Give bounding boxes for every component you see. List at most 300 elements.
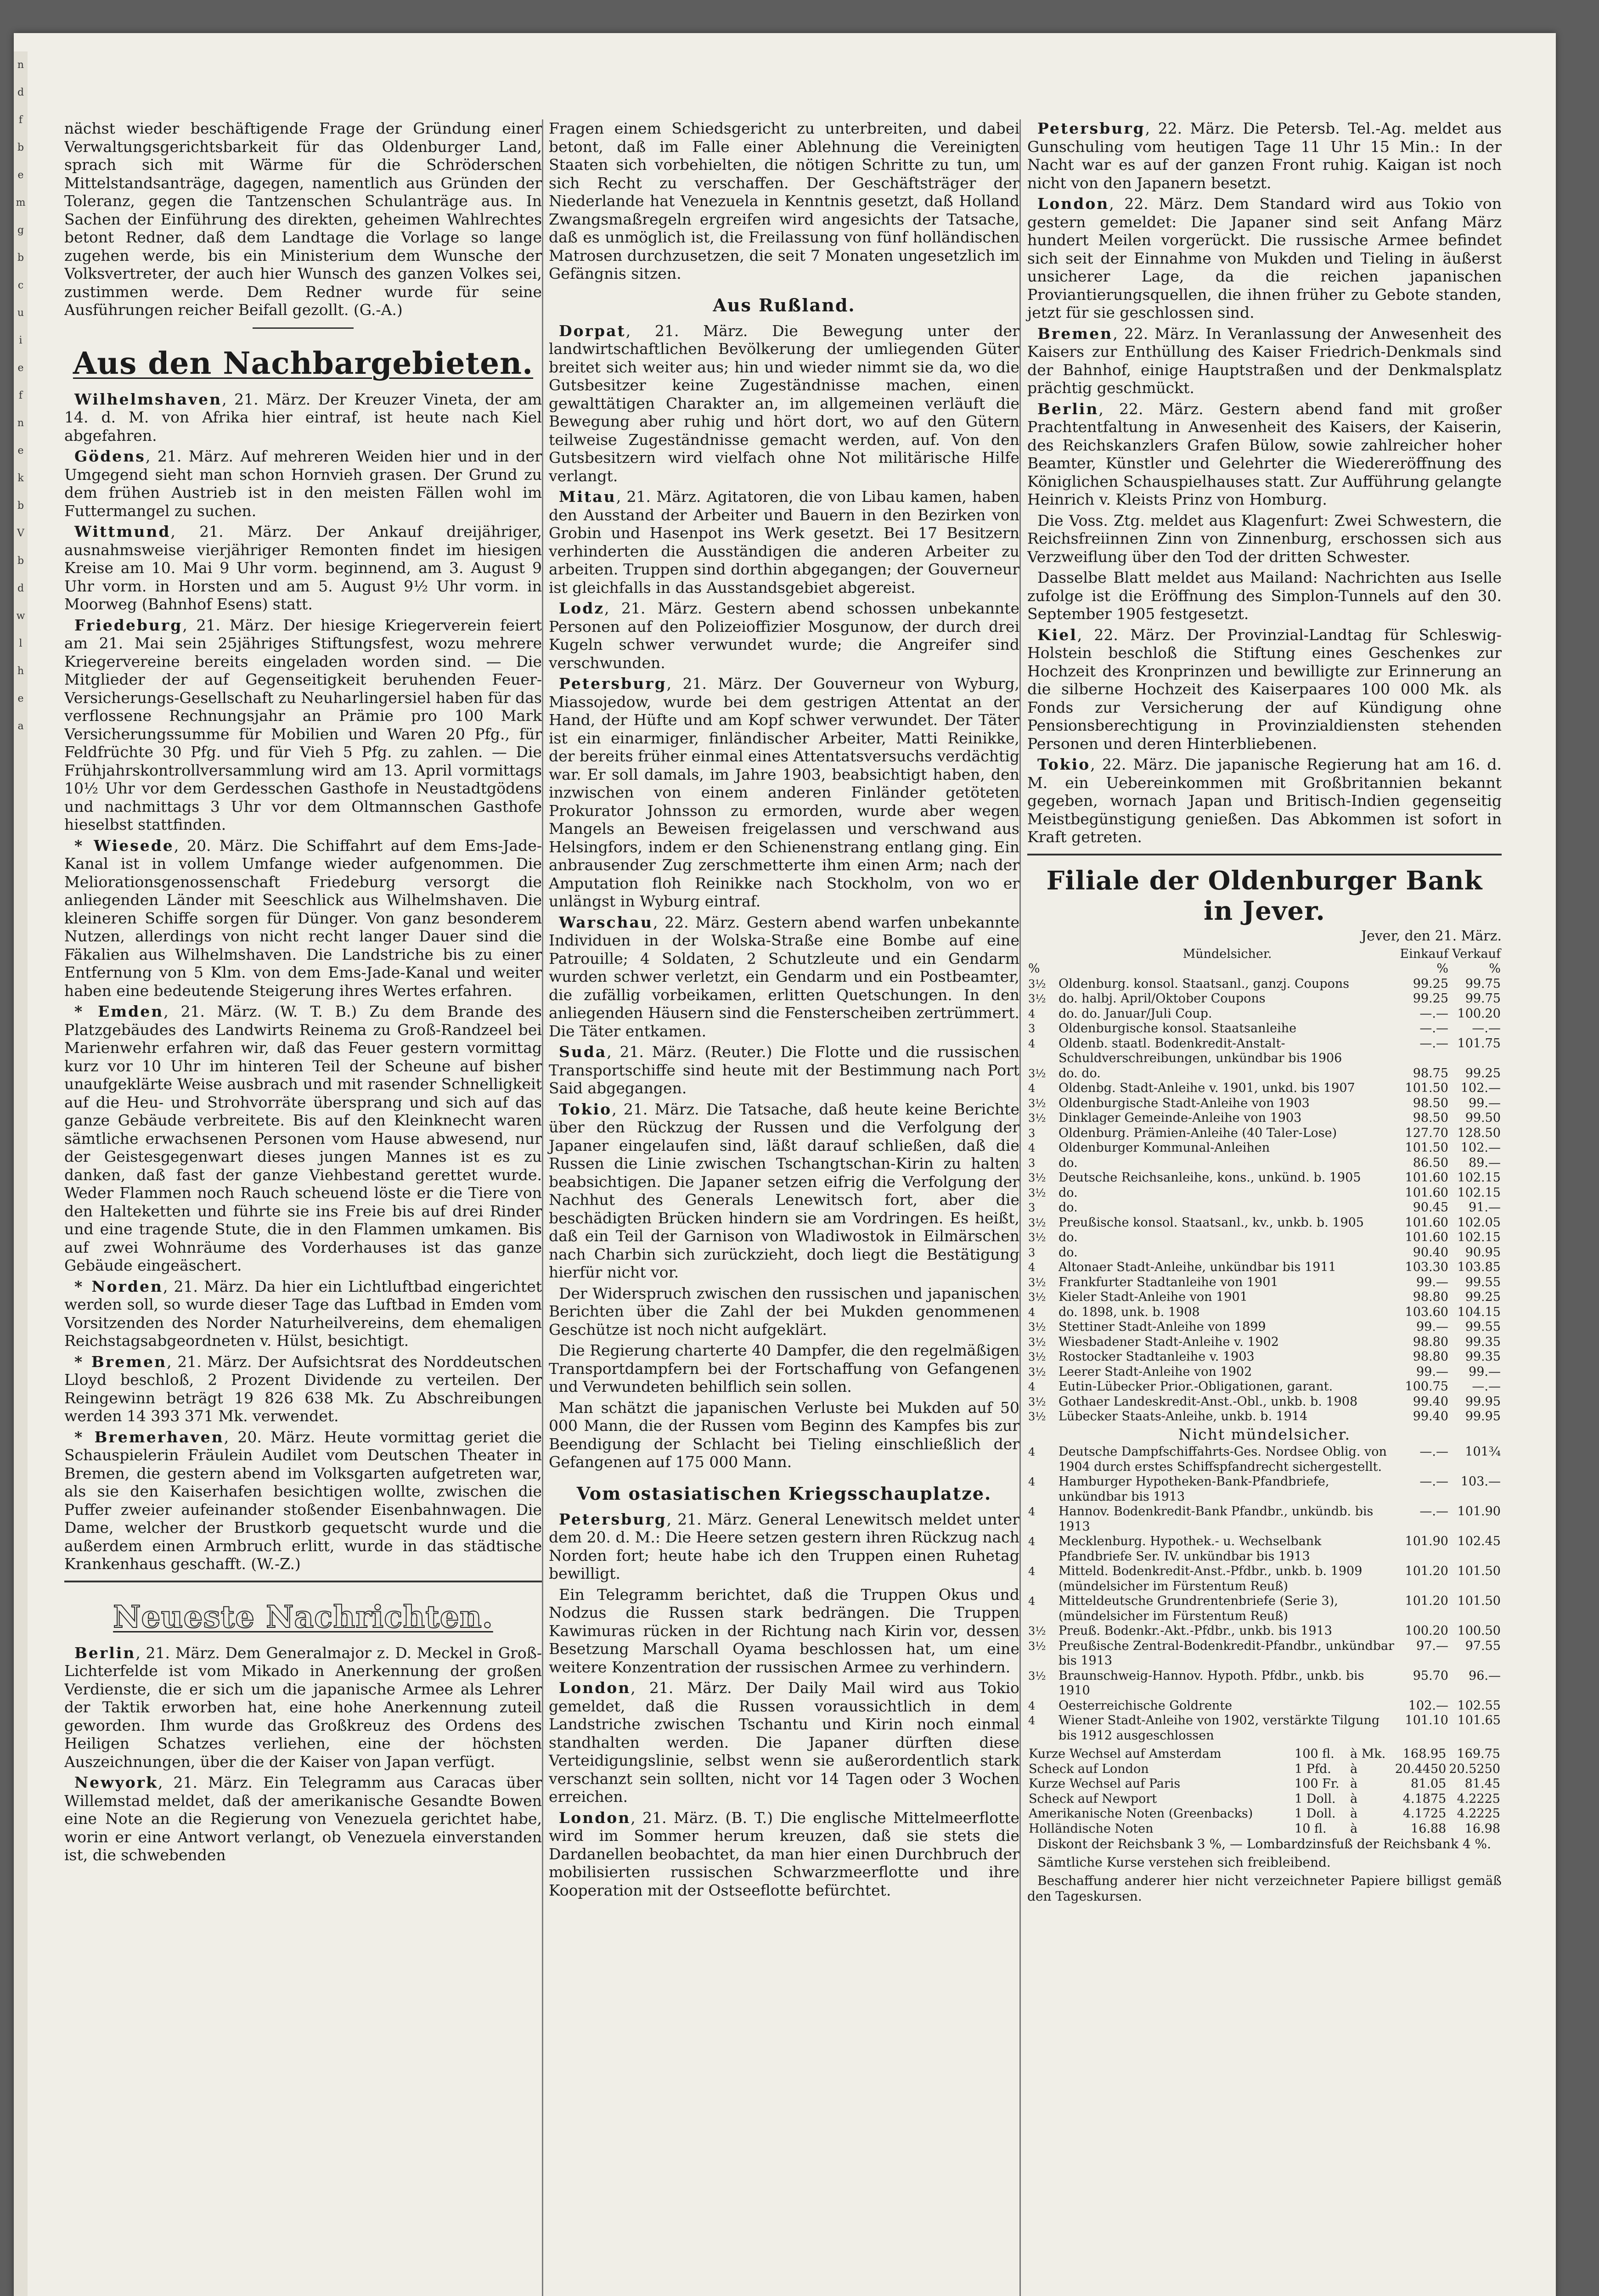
strip-letter: b: [17, 500, 24, 512]
news-item: [64, 1773, 542, 1864]
buy-price: —.—: [1419, 1504, 1448, 1519]
interest-rate: 3½: [1028, 1186, 1046, 1199]
exchange-row: [1027, 1822, 1502, 1837]
rate-row: [1027, 1275, 1502, 1290]
sell-price: 99.75: [1465, 991, 1501, 1006]
dateline-place: Friedeburg: [74, 616, 183, 634]
exchange-name: Holländische Noten: [1029, 1821, 1154, 1836]
interest-rate: 4: [1028, 1535, 1036, 1548]
rates-header-row: [1027, 947, 1502, 962]
buy-price: 101.60: [1405, 1171, 1448, 1185]
rate-row: [1027, 1395, 1502, 1410]
buy-price: 101.20: [1405, 1594, 1448, 1608]
buy-price: 98.80: [1413, 1334, 1448, 1349]
exchange-sell: 20.5250: [1449, 1761, 1500, 1776]
news-item: [549, 1341, 1019, 1396]
security-name: Preuß. Bodenkr.-Akt.-Pfdbr., unkb. bis 1913: [1058, 1624, 1332, 1638]
security-name: Oldenburg. konsol. Staatsanl., ganzj. Coupons: [1058, 976, 1350, 991]
sell-price: —.—: [1472, 1021, 1501, 1035]
rate-row: [1027, 1713, 1502, 1743]
column-3: [1019, 119, 1502, 2296]
buy-price: 101.10: [1405, 1713, 1448, 1728]
news-item: [549, 913, 1019, 1041]
buy-price: 99.25: [1413, 991, 1448, 1006]
dateline-place: Tokio: [559, 1100, 612, 1118]
buy-price: —.—: [1419, 1021, 1448, 1035]
strip-letter: a: [17, 720, 24, 732]
rate-row: [1027, 1305, 1502, 1320]
exchange-sell: 169.75: [1457, 1747, 1500, 1761]
dateline-place: * Bremen: [74, 1352, 167, 1371]
news-item: [549, 599, 1019, 672]
kriegsschauplatz-list: [549, 1510, 1019, 1900]
bank-note: Beschaffung anderer hier nicht verzeichneter Papiere billigst gemäß den Tageskursen.: [1027, 1873, 1502, 1904]
security-name: Deutsche Reichsanleihe, kons., unkünd. b. 1905: [1058, 1171, 1361, 1185]
interest-rate: 4: [1028, 1505, 1036, 1518]
exchange-unit: à Mk.: [1350, 1747, 1386, 1761]
sell-price: —.—: [1472, 1379, 1501, 1394]
item-text: , 21. März. Auf mehreren Weiden hier und in der Umgegend sieht man schon Hornvieh grasen. Der Grund zu dem frühen Austrieb ist in den meisten Fällen wohl im Futtermangel zu suchen.: [64, 447, 542, 520]
buy-price: 101.50: [1405, 1141, 1448, 1155]
buy-price: 98.80: [1413, 1290, 1448, 1304]
sell-price: 102.—: [1460, 1141, 1501, 1155]
interest-rate: 4: [1028, 1714, 1036, 1727]
security-name: do.: [1058, 1245, 1078, 1260]
interest-rate: 3½: [1028, 1231, 1046, 1244]
buy-price: 101.60: [1405, 1215, 1448, 1230]
item-text: Die Regierung charterte 40 Dampfer, die den regelmäßigen Transportdampfern bei der Fortschaffung von Gefangenen und Verwundeten behilflich sein sollen.: [549, 1341, 1019, 1396]
security-name: Stettiner Stadt-Anleihe von 1899: [1058, 1320, 1266, 1334]
exchange-sell: 81.45: [1464, 1777, 1500, 1791]
security-name: Mitteld. Bodenkredit-Anst.-Pfdbr., unkb. b. 1909 (mündelsicher im Fürstentum Reuß): [1058, 1564, 1363, 1593]
dateline-place: Warschau: [559, 913, 653, 931]
item-text: , 21. März. Der Ankauf dreijähriger, ausnahmsweise vierjähriger Remonten findet im hiesigen Kreise am 10. Mai 9 Uhr vorm. beginnend, am 3. August 9 Uhr vorm. in Horsten und am 5. August 9½ Uhr vorm. in Moorweg (Bahnhof Esens) statt.: [64, 523, 542, 613]
rate-row: [1027, 1036, 1502, 1066]
rate-row: [1027, 1081, 1502, 1096]
exchange-name: Kurze Wechsel auf Amsterdam: [1029, 1747, 1222, 1761]
buy-price: 101.60: [1405, 1230, 1448, 1244]
strip-letter: w: [16, 610, 25, 622]
sell-price: 99.25: [1465, 1290, 1501, 1304]
rate-row: [1027, 1096, 1502, 1111]
exchange-amount: 100 Fr.: [1295, 1777, 1340, 1791]
buy-price: 95.70: [1413, 1668, 1448, 1683]
rate-row: [1027, 1320, 1502, 1335]
buy-price: 102.—: [1408, 1698, 1448, 1713]
exchange-row: [1027, 1762, 1502, 1777]
sell-price: 101.65: [1457, 1713, 1501, 1728]
item-text: , 21. März. Dem Generalmajor z. D. Meckel in Groß-Lichterfelde ist vom Mikado in Anerkennung der großen Verdienste, die er sich um die japanische Armee als Lehrer der Taktik erworben hat, eine hohe Anerkennung zuteil geworden. Ihm wurde das Großkreuz des Ordens des Heiligen Schatzes verliehen, eine der höchsten Auszeichnungen, über die der Kaiser von Japan verfügt.: [64, 1643, 542, 1771]
interest-rate: 3: [1028, 1126, 1036, 1140]
sell-price: 100.50: [1457, 1624, 1501, 1638]
sell-price: 102.15: [1457, 1230, 1501, 1244]
section-heading-neueste-nachrichten: Neueste Nachrichten.: [113, 1598, 493, 1635]
strip-letter: n: [17, 417, 24, 429]
column-1: [64, 119, 542, 2296]
previous-page-edge: [14, 51, 28, 2296]
interest-rate: 3: [1028, 1246, 1036, 1259]
dateline-place: London: [1037, 195, 1109, 213]
security-name: do.: [1058, 1230, 1078, 1244]
interest-rate: 3½: [1028, 1171, 1046, 1184]
col-verkauf: Verkauf: [1452, 946, 1501, 961]
strip-letter: d: [17, 87, 24, 98]
buy-price: 103.60: [1405, 1305, 1448, 1319]
security-name: do. 1898, unk. b. 1908: [1058, 1305, 1200, 1319]
dateline-place: Bremen: [1037, 324, 1113, 343]
security-name: Hannov. Bodenkredit-Bank Pfandbr., unkündb. bis 1913: [1058, 1504, 1374, 1534]
interest-rate: 3½: [1028, 1321, 1046, 1334]
nachbargebiete-list: [64, 390, 542, 1573]
news-item: [1027, 325, 1502, 397]
strip-letter: e: [17, 362, 24, 374]
buy-price: 127.70: [1405, 1125, 1448, 1140]
separator: [64, 1581, 542, 1582]
rate-row: [1027, 1066, 1502, 1081]
item-text: , 21. März. General Lenewitsch meldet unter dem 20. d. M.: Die Heere setzen gestern ihren Rückzug nach Norden fort; heute habe ich den Truppen einen Ruhetag bewilligt.: [549, 1510, 1019, 1582]
exchange-amount: 100 fl.: [1295, 1747, 1334, 1761]
item-text: , 22. März. In Veranlassung der Anwesenheit des Kaisers zur Enthüllung des Kaiser Friedrich-Denkmals sind der Bahnhof, einige Hauptstraßen und der Denkmalsplatz prächtig geschmückt.: [1027, 324, 1502, 397]
strip-letter: l: [19, 638, 23, 649]
security-name: Lübecker Staats-Anleihe, unkb. b. 1914: [1058, 1409, 1308, 1424]
sell-price: 102.55: [1457, 1698, 1501, 1713]
news-item: [64, 1353, 542, 1425]
security-name: Oldenburgische konsol. Staatsanleihe: [1058, 1021, 1297, 1035]
strip-letter: b: [17, 252, 24, 264]
exchange-row: [1027, 1777, 1502, 1792]
rate-row: [1027, 1245, 1502, 1261]
previous-page-letters: [14, 51, 28, 740]
sell-price: 91.—: [1469, 1200, 1501, 1215]
rate-row: [1027, 1445, 1502, 1474]
news-item: [1027, 119, 1502, 192]
item-text: Ein Telegramm berichtet, daß die Truppen Okus und Nodzus die Russen stark bedrängen. Die Truppen Kawimuras rücken in der Richtung nach Kirin vor, dessen Besetzung Marschall Oyama beschlossen hat, um eine weitere Konzentration der russischen Armee zu verhindern.: [549, 1585, 1019, 1676]
buy-price: —.—: [1419, 1006, 1448, 1021]
sell-price: 103.85: [1457, 1260, 1501, 1274]
exchange-unit: à: [1350, 1806, 1358, 1821]
news-item: [549, 1679, 1019, 1806]
interest-rate: 4: [1028, 1007, 1036, 1020]
security-name: do. do.: [1058, 1066, 1101, 1080]
item-text: , 21. März. Agitatoren, die von Libau kamen, haben den Ausstand der Arbeiter und Bauern in den Bezirken von Grobin und Hasenpot ins Werk gesetzt. Bei 17 Besitzern verhinderten die Ausständigen die anderen Arbeiter zu arbeiten. Truppen sind dorthin abgegangen; der Gouverneur ist gleichfalls in das Ausstandsgebiet abgereist.: [549, 488, 1019, 597]
sell-price: 128.50: [1457, 1125, 1501, 1140]
sell-price: 102.05: [1457, 1215, 1501, 1230]
sell-price: 102.15: [1457, 1185, 1501, 1200]
strip-letter: u: [17, 307, 24, 319]
rate-row: [1027, 1141, 1502, 1156]
rate-row: [1027, 1290, 1502, 1305]
exchange-name: Scheck auf Newport: [1029, 1791, 1157, 1806]
buy-price: 100.75: [1405, 1379, 1448, 1394]
rate-row: [1027, 1216, 1502, 1231]
security-name: Preußische Zentral-Bodenkredit-Pfandbr., unkündbar bis 1913: [1058, 1638, 1395, 1668]
bank-notes: [1027, 1836, 1502, 1904]
item-text: , 21. März. Ein Telegramm aus Caracas über Willemstad meldet, daß der amerikanische Gesandte Bowen eine Note an die Regierung von Venezuela gerichtet habe, worin er eine Antwort verlangt, ob Venezuela einverstanden ist, die schwebenden: [64, 1773, 542, 1864]
dateline-place: London: [559, 1679, 631, 1697]
news-item: [549, 322, 1019, 485]
dateline-place: Wilhelmshaven: [74, 390, 222, 408]
buy-price: 98.80: [1413, 1350, 1448, 1364]
rates-unit-row: [1027, 962, 1502, 977]
buy-price: 90.45: [1413, 1200, 1448, 1215]
interest-rate: 4: [1028, 1380, 1036, 1393]
buy-price: 100.20: [1405, 1624, 1448, 1638]
rate-row: [1027, 977, 1502, 992]
dateline-place: Gödens: [74, 447, 146, 465]
rate-row: [1027, 1156, 1502, 1171]
sell-price: 99.35: [1465, 1350, 1501, 1364]
security-name: Braunschweig-Hannov. Hypoth. Pfdbr., unkb. bis 1910: [1058, 1668, 1364, 1698]
interest-rate: 3½: [1028, 992, 1046, 1005]
newspaper-page: [14, 33, 1556, 2296]
unit-sell: %: [1489, 962, 1501, 976]
news-item: [64, 447, 542, 520]
news-item: [549, 1284, 1019, 1339]
rate-row: [1027, 1624, 1502, 1639]
news-item: [549, 1399, 1019, 1471]
security-name: Oldenburger Kommunal-Anleihen: [1058, 1141, 1270, 1155]
strip-letter: e: [17, 693, 24, 704]
item-text: , 22. März. Die Petersb. Tel.-Ag. meldet aus Gunschuling vom heutigen Tage 11 Uhr 15 Min.: In der Nacht war es auf der ganzen Front ruhig. Kaigan ist noch nicht von den Japanern besetzt.: [1027, 119, 1502, 192]
interest-rate: 4: [1028, 1699, 1036, 1712]
news-item: [549, 1809, 1019, 1900]
interest-rate: 3: [1028, 1022, 1036, 1035]
rates-table: [1027, 947, 1502, 1744]
news-item: [1027, 568, 1502, 623]
security-name: Leerer Stadt-Anleihe von 1902: [1058, 1364, 1252, 1379]
dateline-place: Berlin: [1037, 400, 1099, 418]
security-name: Frankfurter Stadtanleihe von 1901: [1058, 1275, 1278, 1289]
bank-note: Diskont der Reichsbank 3 %, — Lombardzinsfuß der Reichsbank 4 %.: [1037, 1836, 1492, 1851]
security-name: Altonaer Stadt-Anleihe, unkündbar bis 1911: [1058, 1260, 1336, 1274]
item-text: , 22. März. Gestern abend fand mit großer Prachtentfaltung in Anwesenheit des Kaisers, der Kaiserin, des Reichskanzlers Grafen Bülow, sowie zahlreicher hoher Beamter, Künstler und Gelehrter die Wiedereröffnung des Königlichen Schauspielhauses statt. Zur Aufführung gelangte Heinrich v. Kleists Prinz von Homburg.: [1027, 400, 1502, 508]
news-item: [1027, 755, 1502, 846]
exchange-amount: 1 Doll.: [1295, 1791, 1336, 1806]
exchange-buy: 81.05: [1411, 1777, 1447, 1791]
rate-row: [1027, 1639, 1502, 1669]
exchange-unit: à: [1350, 1791, 1358, 1806]
rate-row: [1027, 1111, 1502, 1126]
dateline-place: * Wiesede: [74, 836, 174, 855]
buy-price: 99.—: [1416, 1320, 1448, 1334]
item-text: , 21. März. Da hier ein Lichtluftbad eingerichtet werden soll, so wurde dieser Tage das Luftbad in Emden vom Vorsitzenden des Norder Naturheilvereins, dem ehemaligen Reichstagsabgeordneten v. Hülst, besichtigt.: [64, 1277, 542, 1350]
exchange-sell: 4.2225: [1457, 1791, 1500, 1806]
dateline-place: Petersburg: [559, 1510, 667, 1528]
buy-price: 103.30: [1405, 1260, 1448, 1274]
strip-letter: f: [18, 390, 23, 401]
exchange-amount: 1 Doll.: [1295, 1806, 1336, 1821]
rate-row: [1027, 1699, 1502, 1714]
exchange-table: [1027, 1747, 1502, 1836]
security-name: Wiener Stadt-Anleihe von 1902, verstärkte Tilgung bis 1912 ausgeschlossen: [1058, 1713, 1380, 1743]
item-text: , 20. März. Heute vormittag geriet die Schauspielerin Fräulein Audilet vom Deutschen Theater in Bremen, die gestern abend im Volksgarten aufgetreten war, als sie den Kaiserhafen besichtigen wollte, zwischen die Puffer zweier aufeinander stoßender Eisenbahnwagen. Die Dame, welcher der Brustkorb gequetscht wurde und die außerdem einen Armbruch erlitt, wurde in das städtische Krankenhaus geschafft. (W.-Z.): [64, 1428, 542, 1573]
col-mundelsicher: Mündelsicher.: [1182, 946, 1272, 961]
exchange-buy: 168.95: [1402, 1747, 1447, 1761]
security-name: Oesterreichische Goldrente: [1058, 1698, 1233, 1713]
item-text: , 21. März. Der Aufsichtsrat des Norddeutschen Lloyd beschloß, 2 Prozent Dividende zu verteilen. Der Reingewinn beträgt 19 826 638 Mk. Zu Abschreibungen werden 14 393 371 Mk. verwendet.: [64, 1352, 542, 1425]
rate-row: [1027, 1594, 1502, 1624]
strip-letter: b: [17, 555, 24, 567]
sell-price: 101.90: [1457, 1504, 1501, 1519]
sell-price: 99.35: [1465, 1334, 1501, 1349]
buy-price: —.—: [1419, 1445, 1448, 1459]
sell-price: 102.15: [1457, 1171, 1501, 1185]
rate-row: [1027, 1260, 1502, 1275]
sell-price: 104.15: [1457, 1305, 1501, 1319]
buy-price: 90.40: [1413, 1245, 1448, 1260]
dateline-place: Lodz: [559, 599, 605, 617]
interest-rate: 3½: [1028, 1625, 1046, 1638]
exchange-name: Amerikanische Noten (Greenbacks): [1029, 1806, 1253, 1821]
section-heading-russland: Aus Rußland.: [713, 294, 856, 315]
security-name: Eutin-Lübecker Prior.-Obligationen, garant.: [1058, 1379, 1333, 1394]
news-item: [64, 1277, 542, 1350]
dateline-place: Tokio: [1037, 755, 1091, 773]
item-text: , 20. März. Die Schiffahrt auf dem Ems-Jade-Kanal ist in vollem Umfange wieder aufgenommen. Die Meliorationsgenossenschaft Friedeburg versorgt die anliegenden Länder mit Seeschlick aus Wilhelmshaven. Die kleineren Schiffe sorgen für Dünger. Von ganz besonderem Nutzen, allerdings von nicht recht langer Dauer sind die Fäkalien aus Wilhelmshaven. Die Landstriche bis zu einer Entfernung von 5 Klm. von dem Ems-Jade-Kanal und weiter haben eine bedeutende Steigerung ihres Wertes erfahren.: [64, 836, 542, 1000]
exchange-buy: 20.4450: [1395, 1761, 1447, 1776]
news-item: [64, 1644, 542, 1771]
news-item: [64, 837, 542, 1000]
interest-rate: 3½: [1028, 1395, 1046, 1408]
security-name: Hamburger Hypotheken-Bank-Pfandbriefe, unkündbar bis 1913: [1058, 1474, 1329, 1504]
strip-letter: m: [16, 197, 26, 208]
security-name: do. do. Januar/Juli Coup.: [1058, 1006, 1212, 1021]
exchange-row: [1027, 1806, 1502, 1822]
rate-row: [1027, 1564, 1502, 1594]
item-text: Die Voss. Ztg. meldet aus Klagenfurt: Zwei Schwestern, die Reichsfreiinnen Zinn von Zinnenburg, erschossen sich aus Verzweiflung über den Tod der dritten Schwester.: [1027, 511, 1502, 566]
rate-row: [1027, 1126, 1502, 1141]
bank-note: Sämtliche Kurse verstehen sich freibleibend.: [1037, 1855, 1331, 1870]
exchange-row: [1027, 1792, 1502, 1807]
strip-letter: c: [17, 280, 24, 291]
sell-price: 96.—: [1469, 1668, 1501, 1683]
sell-price: 99.—: [1469, 1096, 1501, 1110]
buy-price: 99.—: [1416, 1364, 1448, 1379]
sell-price: 99.—: [1469, 1364, 1501, 1379]
item-text: Dasselbe Blatt meldet aus Mailand: Nachrichten aus Iselle zufolge ist die Eröffnung des Simplon-Tunnels auf den 30. September 1905 festgesetzt.: [1027, 568, 1502, 623]
exchange-amount: 1 Pfd.: [1295, 1761, 1331, 1776]
telegram-list: [1027, 119, 1502, 846]
interest-rate: 4: [1028, 1595, 1036, 1608]
interest-rate: 3½: [1028, 1669, 1046, 1683]
news-item: [549, 675, 1019, 911]
interest-rate: 3: [1028, 1201, 1036, 1214]
news-item: [1027, 626, 1502, 753]
dateline-place: * Emden: [74, 1002, 164, 1020]
interest-rate: 3½: [1028, 977, 1046, 990]
exchange-unit: à: [1350, 1821, 1358, 1836]
security-name: Rostocker Stadtanleihe v. 1903: [1058, 1350, 1255, 1364]
column-2: [542, 119, 1019, 2296]
sell-price: 90.95: [1465, 1245, 1501, 1260]
interest-rate: 4: [1028, 1037, 1036, 1050]
sell-price: 102.—: [1460, 1081, 1501, 1095]
buy-price: 101.20: [1405, 1564, 1448, 1578]
sell-price: 99.25: [1465, 1066, 1501, 1080]
dateline-place: London: [559, 1808, 631, 1827]
news-item: [64, 523, 542, 613]
strip-letter: b: [17, 142, 24, 153]
news-item: [1027, 400, 1502, 509]
sell-price: 99.55: [1465, 1320, 1501, 1334]
rate-row: [1027, 1669, 1502, 1699]
sell-price: 101.50: [1457, 1594, 1501, 1608]
strip-letter: k: [17, 473, 24, 484]
security-name: Deutsche Dampfschiffahrts-Ges. Nordsee Oblig. von 1904 durch erstes Schiffspfandrecht sichergestellt.: [1058, 1445, 1387, 1474]
news-item: [549, 1100, 1019, 1282]
rate-row: [1027, 1186, 1502, 1201]
security-name: Mitteldeutsche Grundrentenbriefe (Serie 3), (mündelsicher im Fürstentum Reuß): [1058, 1594, 1338, 1623]
item-text: , 21. März. (Reuter.) Die Flotte und die russischen Transportschiffe sind heute mit der Bestimmung nach Port Said abgegangen.: [549, 1043, 1019, 1097]
russland-list: [549, 322, 1019, 1471]
sell-price: 99.95: [1465, 1409, 1501, 1424]
buy-price: 101.50: [1405, 1081, 1448, 1095]
rate-row: [1027, 991, 1502, 1007]
exchange-unit: à: [1350, 1761, 1358, 1776]
interest-rate: 4: [1028, 1306, 1036, 1319]
strip-letter: n: [17, 59, 24, 71]
news-item: [549, 1586, 1019, 1677]
item-text: , 22. März. Der Provinzial-Landtag für Schleswig-Holstein beschloß die Stiftung eines Geschenkes zur Hochzeit des Kronprinzen und bewilligte zur Erinnerung an die silberne Hochzeit des Kaiserpaares 100 000 Mk. als Fonds zur Versicherung der auf Kündigung ohne Pensionsberechtigung in Provinzialdiensten stehenden Personen und deren Hinterbliebenen.: [1027, 625, 1502, 753]
col-einkauf: Einkauf: [1400, 946, 1448, 961]
buy-price: 101.60: [1405, 1185, 1448, 1200]
security-name: do. halbj. April/Oktober Coupons: [1058, 991, 1266, 1006]
section-heading-kriegsschauplatz: Vom ostasiatischen Kriegsschauplatze.: [576, 1483, 992, 1504]
item-text: , 21. März. Der Gouverneur von Wyburg, Miassojedow, wurde bei dem gestrigen Attentat an der Hand, der Hüfte und am Kopf schwer verwundet. Der Täter ist ein einarmiger, finländischer Arbeiter, Matti Reinikke, der bereits früher einmal eines Attentatsversuchs verdächtig war. Er soll damals, im Jahre 1903, beabsichtigt haben, den inzwischen von einem anderen Finländer getöteten Prokurator Johnsson zu ermorden, wurde aber wegen Mangels an Beweisen freigelassen und verschwand aus Helsingfors, indem er den Schienenstrang entlang ging. Ein anbrausender Zug zerschmetterte ihm einen Arm; nach der Amputation floh Reinikke nach Stockholm, von wo er unlängst in Wyburg eintraf.: [549, 675, 1019, 910]
rate-row: [1027, 1021, 1502, 1036]
strip-letter: f: [18, 114, 23, 126]
item-text: , 21. März. Die Bewegung unter der landwirtschaftlichen Bevölkerung der umliegenden Güter breitet sich weiter aus; hin und wieder nimmt sie da, wo die Gutsbesitzer keine Zugeständnisse machen, einen gewalttätigen Charakter an, im allgemeinen verläuft die Bewegung aber ruhig und hört dort, wo auf den Gütern teilweise Zugeständnisse gemacht werden, auf. Von den Gutsbesitzern wird vielfach ohne Not militärische Hilfe verlangt.: [549, 321, 1019, 485]
rate-row: [1027, 1171, 1502, 1186]
security-name: do.: [1058, 1185, 1078, 1200]
strip-letter: d: [17, 583, 24, 594]
rate-row: [1027, 1474, 1502, 1504]
strip-letter: i: [19, 335, 23, 346]
item-text: Man schätzt die japanischen Verluste bei Mukden auf 50 000 Mann, die der Russen vom Beginn des Kampfes bis zur Beendigung der Schlacht bei Tieling einschließlich der Gefangenen auf 175 000 Mann.: [549, 1398, 1019, 1471]
item-text: , 21. März. Der hiesige Kriegerverein feiert am 21. Mai sein 25jähriges Stiftungsfest, wozu mehrere Kriegervereine bereits eingeladen worden sind. — Die Mitglieder der auf Gegenseitigkeit beruhenden Feuer-Versicherungs-Gesellschaft zu Neuharlingersiel haben für das verflossene Rechnungsjahr an Prämie pro 100 Mark Versicherungssumme für Mobilien und Waren 20 Pfg., für Feldfrüchte 30 Pfg. und für Vieh 5 Pfg. zu zahlen. — Die Frühjahrskontrollversammlung wird am 13. April vormittags 10½ Uhr vor dem Gerdesschen Gasthofe in Neustadtgödens und nachmittags 3 Uhr vor dem Oltmannschen Gasthofe hieselbst stattfinden.: [64, 616, 542, 833]
strip-letter: h: [17, 665, 24, 677]
rate-row: [1027, 1230, 1502, 1245]
rate-row: [1027, 1409, 1502, 1424]
item-text: , 21. März. Der Kreuzer Vineta, der am 14. d. M. von Afrika hier eintraf, ist heute nach Kiel abgefahren.: [64, 390, 542, 445]
buy-price: —.—: [1419, 1474, 1448, 1489]
exchange-buy: 4.1725: [1402, 1806, 1447, 1821]
interest-rate: 3½: [1028, 1335, 1046, 1349]
exchange-unit: à: [1350, 1777, 1358, 1791]
dateline-place: Wittmund: [74, 523, 171, 540]
dateline-place: Berlin: [74, 1643, 136, 1662]
unit-percent: %: [1028, 962, 1040, 976]
exchange-amount: 10 fl.: [1295, 1821, 1327, 1836]
buy-price: 101.90: [1405, 1534, 1448, 1548]
exchange-buy: 4.1875: [1402, 1791, 1447, 1806]
buy-price: 97.—: [1416, 1638, 1448, 1653]
dateline-place: Suda: [559, 1043, 607, 1061]
news-item: [64, 616, 542, 834]
security-name: Wiesbadener Stadt-Anleihe v. 1902: [1058, 1334, 1279, 1349]
exchange-row: [1027, 1747, 1502, 1762]
news-item: [549, 488, 1019, 597]
sell-price: 102.45: [1457, 1534, 1501, 1548]
interest-rate: 4: [1028, 1475, 1036, 1488]
dateline-place: Mitau: [559, 488, 616, 506]
news-item: [549, 1510, 1019, 1583]
bank-title: Filiale der Oldenburger Bank in Jever.: [1046, 865, 1483, 926]
news-list: [64, 1644, 542, 1864]
buy-price: 86.50: [1413, 1155, 1448, 1170]
item-text: , 21. März. Gestern abend schossen unbekannte Personen auf den Polizeioffizier Mosgunow, der durch drei Kugeln schwer verwundet wurde; die Angreifer sind verschwunden.: [549, 599, 1019, 672]
rate-row: [1027, 1200, 1502, 1216]
